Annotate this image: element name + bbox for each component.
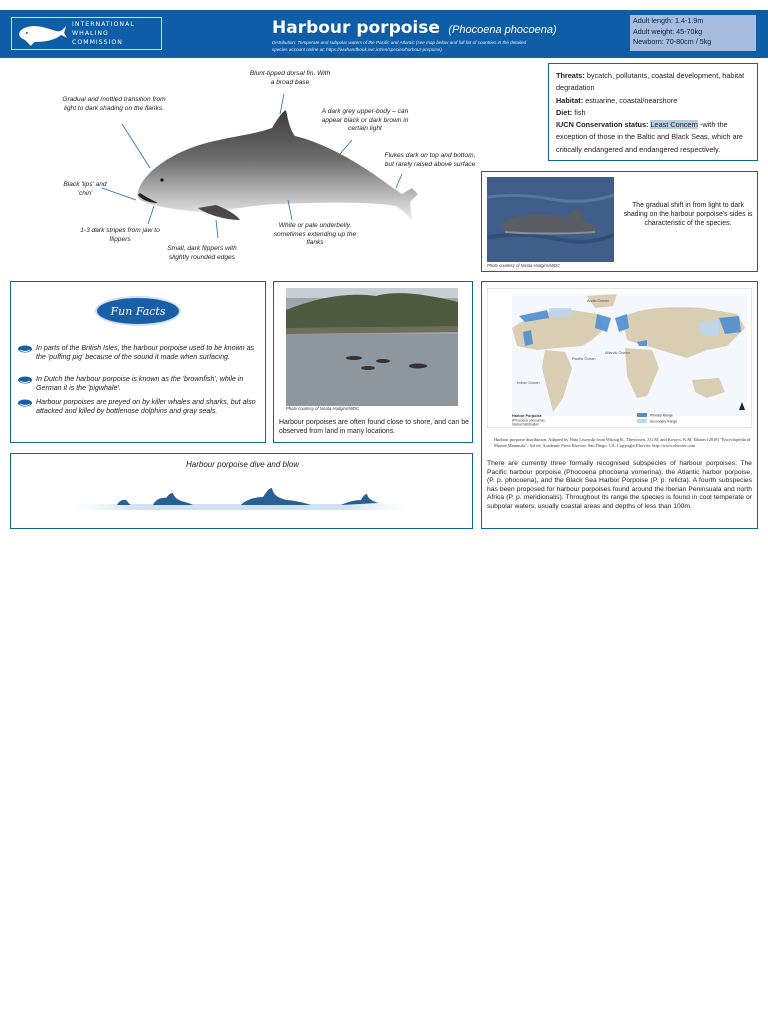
- callout-flukes: Flukes dark on top and bottom, but rarely raised above surface: [384, 152, 476, 168]
- species-info-box: [548, 63, 758, 161]
- shore-caption: Harbour porpoises are often found close to shore, and can be observed from land in many locations.: [279, 419, 469, 435]
- size-stats: [630, 15, 756, 51]
- fun-fact-text: In parts of the British Isles, the harbour porpoise used to be known as the 'puffing pig' because of the sound it made when surfacing.: [36, 344, 255, 361]
- iucn-status: Least Concern: [650, 120, 698, 130]
- page-title: [272, 18, 557, 38]
- map-legend-title: Harbor Porpoise: [512, 414, 542, 418]
- porpoise-bullet-icon: [17, 344, 33, 354]
- callout-dorsal-fin: Blunt-tipped dorsal fin. With a broad base: [249, 70, 331, 86]
- subspecies-text: There are currently three formally recognised subspecies of harbour porpoises: The Pacific harbour porpoise (Phocoena phocoena vomerina), the Atlantic harbor porpoise, (P. p. phocoena), and the Black Sea Harbor Porpoise (P. p. relicta). A fourth subspecies has been proposed for harbour porpoises found around the Iberian Peninsuala and north Africa (P. p. meridionalis). Throughout its range the species is found in cool temperate or subpolar waters, usually coastal areas and depths of less than 100m.: [487, 460, 752, 510]
- habitat-label: Habitat:: [556, 95, 584, 105]
- distribution-map: [487, 288, 752, 428]
- porpoise-diagram: [10, 62, 478, 274]
- stat-adult-length: Adult length: 1.4-1.9m: [633, 16, 704, 25]
- photo-credit-top: Photo courtesy of Nicola Hodgins/WDC: [487, 263, 561, 268]
- title-common-name: Harbour porpoise: [272, 18, 440, 38]
- photo-credit-mid: Photo courtesy of Nicola Hodgins/WDC: [286, 406, 360, 411]
- iucn-label: IUCN Conservation status:: [556, 120, 649, 130]
- fun-fact-item: [17, 344, 257, 362]
- callout-flank-shading: Gradual and mottled transition from light to dark shading on the flanks.: [62, 96, 166, 112]
- fun-facts-panel: [10, 281, 266, 443]
- map-legend-primary: Primary Range: [650, 413, 673, 418]
- threats-label: Threats:: [556, 71, 585, 80]
- callout-lips-chin: Black 'lips' and 'chin': [63, 181, 107, 197]
- diet-value: fish: [574, 107, 586, 117]
- fun-fact-text: Harbour porpoises are preyed on by killer whales and sharks, but also attacked and killed by bottlenose dolphins and gray seals.: [36, 398, 256, 415]
- logo-line-1: INTERNATIONAL: [72, 21, 135, 28]
- dive-blow-panel: [10, 453, 473, 529]
- whale-logo-icon: [15, 20, 68, 47]
- porpoise-photo-shore: [286, 288, 458, 406]
- porpoise-bullet-icon: [17, 375, 33, 385]
- fun-fact-item: [17, 398, 257, 416]
- iwc-logo: [11, 17, 162, 50]
- fun-facts-badge: Fun Facts: [95, 296, 181, 326]
- porpoise-photo-closeup: [487, 177, 614, 262]
- logo-text: [72, 20, 161, 47]
- diet-label: Diet:: [556, 107, 573, 117]
- distribution-description: Distribution: Temperate and subpolar waters of the Pacific and Atlantic (see map below and full list of countries in the detailed species account online at: https://wwhandbook.iwc.int/en/species/harbour-porpoise).: [272, 40, 527, 52]
- shading-caption: The gradual shift in from light to dark shading on the harbour porpoise's sides is characteristic of the species.: [623, 202, 753, 227]
- callout-underbelly: White or pale underbelly, sometimes extending up the flanks: [273, 222, 357, 246]
- stat-newborn: Newborn: 70-80cm / 5kg: [633, 37, 712, 46]
- map-legend-secondary: Secondary Range: [650, 419, 678, 424]
- ocean-label-atlantic: Atlantic Ocean: [605, 351, 630, 355]
- callout-upper-body: A dark grey upper-body – can appear black or dark brown in certain light: [321, 108, 409, 132]
- map-legend-subtitle: (Phocoena phocoena): [512, 418, 545, 423]
- callout-flippers: Small, dark flippers with slightly rounded edges: [167, 245, 237, 261]
- fun-fact-item: [17, 375, 257, 393]
- dive-sequence-illustration: [71, 480, 411, 520]
- habitat-value: estuarine, coastal/nearshore: [585, 95, 678, 105]
- ocean-label-indian: Indian Ocean: [517, 381, 540, 385]
- header-banner: [0, 10, 768, 58]
- map-legend-subtitle-2: Global Distribution: [512, 422, 539, 427]
- map-citation: Harbour porpoise distribution. Adapted by Nina Lisowski from Würsig B., Thewissen, J.G.M. and Kovacs, K.M. Editors (2018) "Encyclopedia of Marine Mammals", 3rd ed. Academic Press Elsevier. San Diego: CA. Copyright Elsevier. http://www.elsevier.com: [494, 437, 751, 448]
- callout-jaw-stripes: 1-3 dark stripes from jaw to flippers: [80, 227, 160, 243]
- porpoise-bullet-icon: [17, 398, 33, 408]
- logo-line-2: WHALING COMMISSION: [72, 30, 123, 46]
- ocean-label-pacific: Pacific Ocean: [572, 357, 596, 361]
- shore-photo-panel: [273, 281, 473, 443]
- iucn-detail: -with the exception of those in the Baltic and Black Seas, which are critically endangered and endangered respectively.: [556, 120, 743, 154]
- shading-photo-panel: [481, 171, 758, 272]
- stat-adult-weight: Adult weight: 45-70kg: [633, 26, 703, 36]
- ocean-label-arctic: Arctic Ocean: [587, 299, 609, 303]
- fun-fact-text: In Dutch the harbour porpoise is known as the 'brownfish', while in German it is the 'pigwhale'.: [36, 375, 244, 392]
- title-scientific-name: (Phocoena phocoena): [448, 24, 557, 36]
- distribution-map-panel: [481, 281, 758, 529]
- dive-title: Harbour porpoise dive and blow: [186, 460, 299, 469]
- threats-value: bycatch, pollutants, coastal development, habitat degradation: [556, 71, 745, 93]
